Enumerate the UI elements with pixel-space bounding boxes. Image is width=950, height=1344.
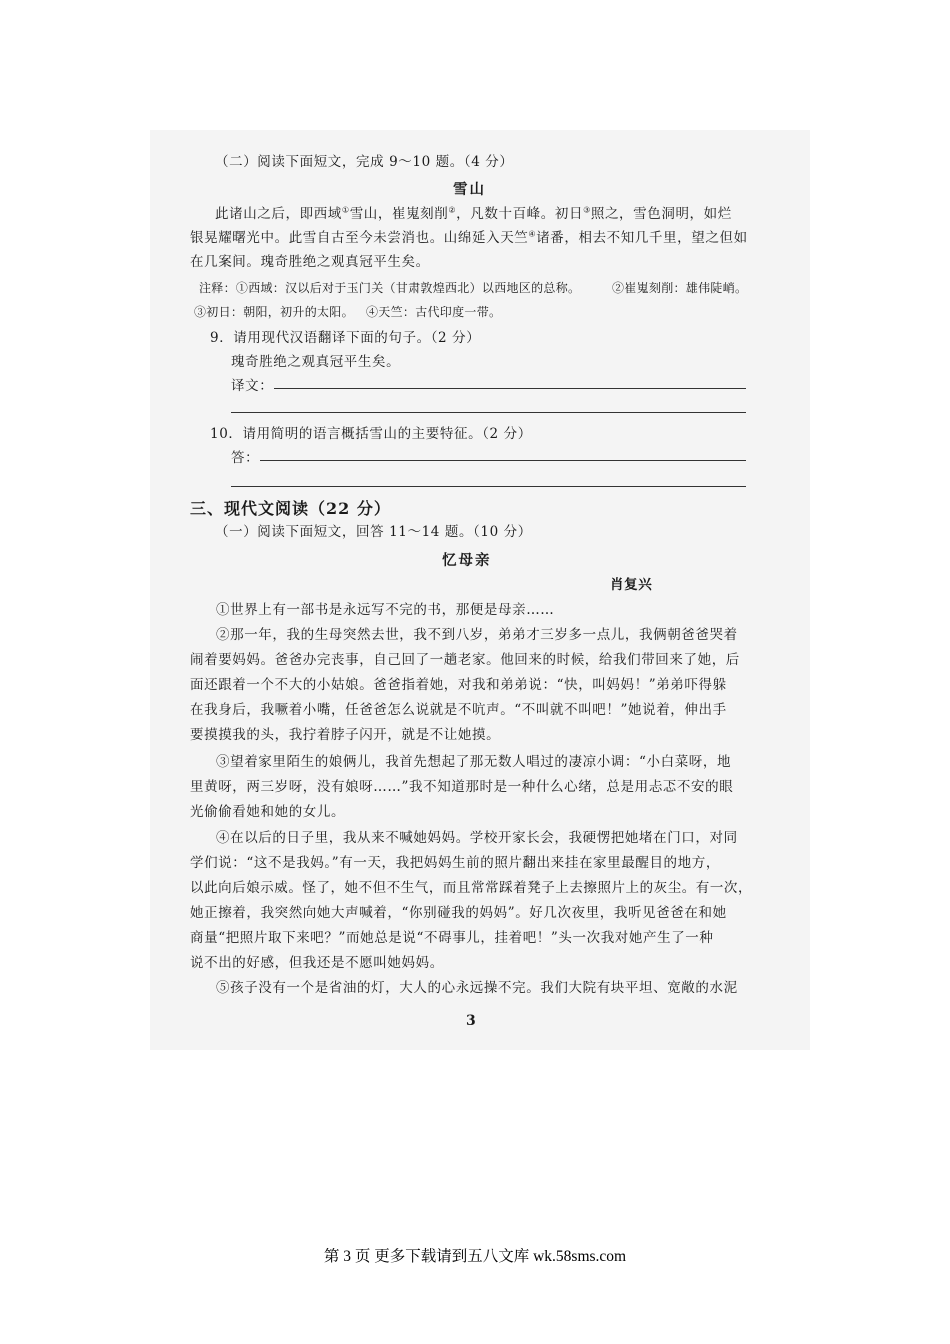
- passage-title-xueshan: 雪山: [453, 181, 486, 198]
- essay-line-5: 在我身后，我噘着小嘴，任爸爸怎么说就是不吭声。“不叫就不叫吧！”她说着，伸出手: [190, 702, 727, 718]
- question-9-prompt: 9．请用现代汉语翻译下面的句子。（2 分）: [210, 330, 481, 346]
- footnote-mark-1: ①: [341, 205, 350, 215]
- footnote-4: ④天竺：古代印度一带。: [366, 305, 502, 319]
- essay-line-6: 要摸摸我的头，我拧着脖子闪开，就是不让她摸。: [190, 727, 501, 743]
- passage-line-3: 在几案间。瑰奇胜绝之观真冠平生矣。: [190, 254, 430, 270]
- answer-line-9b[interactable]: [231, 412, 746, 413]
- essay-author: 肖复兴: [610, 577, 653, 593]
- footer-download-note: 第 3 页 更多下载请到五八文库 wk.58sms.com: [323, 1248, 627, 1265]
- footnote-mark-3: ③: [583, 205, 591, 215]
- footnote-1: 注释：①西域：汉以后对于玉门关（甘肃敦煌西北）以西地区的总称。: [199, 281, 581, 295]
- answer-line-10a[interactable]: [260, 460, 746, 461]
- footnote-mark-2: ②: [448, 205, 457, 215]
- essay-line-10: ④在以后的日子里，我从来不喊她妈妈。学校开家长会，我硬愣把她堵在门口，对同: [216, 830, 738, 846]
- footnote-3: ③初日：朝阳，初升的太阳。: [194, 305, 354, 319]
- part2-heading: （二）阅读下面短文，完成 9～10 题。（4 分）: [215, 154, 514, 170]
- essay-line-8: 里黄呀，两三岁呀，没有娘呀……”我不知道那时是一种什么心绪，总是用忐忑不安的眼: [190, 779, 734, 795]
- section-3-heading: 三、现代文阅读（22 分）: [190, 499, 391, 518]
- essay-line-9: 光偷偷看她和她的女儿。: [190, 804, 346, 820]
- essay-line-14: 商量“把照片取下来吧？”而她总是说“不碍事儿，挂着吧！”头一次我对她产生了一种: [190, 930, 714, 946]
- essay-line-11: 学们说：“这不是我妈。”有一天，我把妈妈生前的照片翻出来挂在家里最醒目的地方，: [190, 855, 720, 871]
- essay-line-15: 说不出的好感，但我还是不愿叫她妈妈。: [190, 955, 444, 971]
- footnote-2: ②崔嵬刻削：雄伟陡峭。: [612, 281, 748, 295]
- question-10-prompt: 10．请用简明的语言概括雪山的主要特征。（2 分）: [210, 426, 532, 442]
- essay-line-3: 闹着要妈妈。爸爸办完丧事，自己回了一趟老家。他回来的时候，给我们带回来了她，后: [190, 652, 740, 668]
- essay-title: 忆母亲: [442, 552, 492, 569]
- essay-line-13: 她正擦着，我突然向她大声喊着，“你别碰我的妈妈”。好几次夜里，我听见爸爸在和她: [190, 905, 727, 921]
- essay-line-1: ①世界上有一部书是永远写不完的书，那便是母亲……: [216, 602, 555, 618]
- essay-line-7: ③望着家里陌生的娘俩儿，我首先想起了那无数人唱过的凄凉小调：“小白菜呀，地: [216, 754, 732, 770]
- essay-line-2: ②那一年，我的生母突然去世，我不到八岁，弟弟才三岁多一点儿，我俩朝爸爸哭着: [216, 627, 738, 643]
- part3-1-heading: （一）阅读下面短文，回答 11～14 题。（10 分）: [215, 524, 532, 540]
- answer-line-9a[interactable]: [274, 388, 746, 389]
- passage-line-2: 银晃耀曙光中。此雪自古至今未尝消也。山绵延入天竺④诸番，相去不知几千里，望之但如: [190, 229, 748, 246]
- question-9-sentence: 瑰奇胜绝之观真冠平生矣。: [231, 354, 401, 370]
- essay-line-12: 以此向后娘示威。怪了，她不但不生气，而且常常踩着凳子上去擦照片上的灰尘。有一次，: [190, 880, 752, 896]
- essay-line-4: 面还跟着一个不大的小姑娘。爸爸指着她，对我和弟弟说：“快，叫妈妈！”弟弟吓得躲: [190, 677, 727, 693]
- question-10-answer-label: 答：: [231, 450, 260, 466]
- question-9-answer-label: 译文：: [231, 378, 274, 394]
- passage-line-1: 此诸山之后，即西域①雪山，崔嵬刻削②，凡数十百峰。初日③照之，雪色洞明，如烂: [215, 205, 732, 222]
- essay-line-16: ⑤孩子没有一个是省油的灯，大人的心永远操不完。我们大院有块平坦、宽敞的水泥: [216, 980, 738, 996]
- footnote-mark-4: ④: [528, 229, 537, 239]
- answer-line-10b[interactable]: [231, 486, 746, 487]
- page-number: 3: [466, 1013, 476, 1029]
